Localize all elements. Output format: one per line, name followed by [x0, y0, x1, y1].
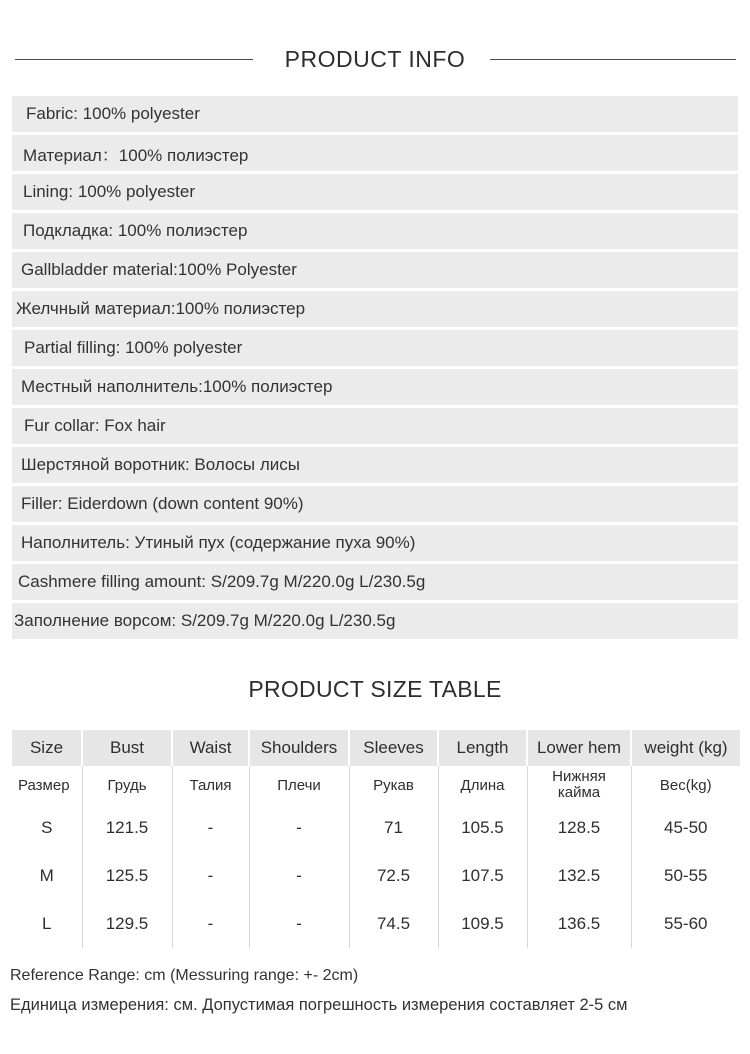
product-info-list: [12, 96, 738, 642]
info-row-text: Gallbladder material:100% Polyester: [21, 260, 297, 279]
size-header-cell-ru: Рукав: [349, 766, 438, 804]
size-header-cell: Size: [12, 730, 82, 766]
size-cell: M: [39, 866, 54, 885]
reference-range-note: Reference Range: cm (Messuring range: +- 2cm): [10, 967, 359, 984]
info-row-text: Partial filling: 100% polyester: [24, 338, 243, 357]
info-row-text: Filler: Eiderdown (down content 90%): [21, 494, 304, 513]
info-row: [12, 564, 738, 600]
size-cell: -: [249, 804, 349, 852]
size-cell: S: [41, 818, 53, 837]
info-row-text: Шерстяной воротник: Волосы лисы: [21, 455, 300, 474]
info-row-text: Наполнитель: Утиный пух (содержание пуха 90%): [21, 533, 416, 552]
info-row: [12, 174, 738, 210]
size-header-cell-ru: Вес(kg): [631, 766, 740, 804]
size-table: [12, 730, 740, 948]
size-cell: 128.5: [527, 804, 631, 852]
size-cell: 45-50: [631, 804, 740, 852]
size-cell: 132.5: [527, 852, 631, 900]
info-row: [12, 213, 738, 249]
info-row: [12, 330, 738, 366]
size-header-cell-ru: Талия: [172, 766, 249, 804]
product-info-title: PRODUCT INFO: [284, 46, 466, 72]
size-header-cell: weight (kg): [631, 730, 740, 766]
size-header-cell: Shoulders: [249, 730, 349, 766]
size-cell: L: [42, 914, 52, 933]
info-row: [12, 525, 738, 561]
size-header-cell-ru: Грудь: [82, 766, 172, 804]
size-header-cell: Length: [438, 730, 527, 766]
info-row-text: Cashmere filling amount: S/209.7g M/220.0g L/230.5g: [18, 572, 426, 591]
size-row-m: [12, 852, 740, 900]
size-header-cell-ru: Нижняя кайма: [527, 766, 631, 804]
size-cell: 105.5: [438, 804, 527, 852]
info-row: [12, 369, 738, 405]
size-header-row: [12, 730, 740, 766]
size-cell: 74.5: [349, 900, 438, 948]
size-cell: 71: [349, 804, 438, 852]
info-row: [12, 291, 738, 327]
size-cell: 109.5: [438, 900, 527, 948]
size-header-row-ru: [12, 766, 740, 804]
size-cell: 50-55: [631, 852, 740, 900]
size-cell: -: [172, 852, 249, 900]
size-header-cell: Bust: [82, 730, 172, 766]
size-header-cell-ru: Длина: [438, 766, 527, 804]
size-table-title: PRODUCT SIZE TABLE: [248, 676, 502, 702]
info-row: [12, 135, 738, 171]
info-row-text: Местный наполнитель:100% полиэстер: [21, 377, 333, 396]
size-cell: 121.5: [82, 804, 172, 852]
info-row: [12, 408, 738, 444]
info-row: [12, 96, 738, 132]
size-cell: 129.5: [82, 900, 172, 948]
size-header-cell: Sleeves: [349, 730, 438, 766]
title-divider-right: [490, 59, 736, 60]
size-row-s: [12, 804, 740, 852]
product-info-header: [0, 40, 750, 80]
size-row-l: [12, 900, 740, 948]
size-cell: -: [249, 852, 349, 900]
measurement-unit-note: Единица измерения: см. Допустимая погрешность измерения составляет 2-5 см: [10, 996, 628, 1014]
size-cell: -: [172, 900, 249, 948]
info-row-text: Lining: 100% polyester: [23, 182, 196, 201]
size-cell: 107.5: [438, 852, 527, 900]
size-header-cell: Waist: [172, 730, 249, 766]
size-cell: -: [172, 804, 249, 852]
size-cell: -: [249, 900, 349, 948]
info-row: [12, 252, 738, 288]
info-row: [12, 603, 738, 639]
info-row-text: Подкладка: 100% полиэстер: [23, 221, 248, 240]
size-cell: 125.5: [82, 852, 172, 900]
info-row-text: Заполнение ворсом: S/209.7g M/220.0g L/230.5g: [14, 611, 396, 630]
size-header-cell-ru: Размер: [12, 766, 82, 804]
size-cell: 55-60: [631, 900, 740, 948]
info-row: [12, 486, 738, 522]
size-cell: 72.5: [349, 852, 438, 900]
info-row: [12, 447, 738, 483]
info-row-text: Материал：100% полиэстер: [23, 145, 249, 165]
info-row-text: Fabric: 100% polyester: [26, 104, 200, 123]
size-header-cell: Lower hem: [527, 730, 631, 766]
info-row-text: Fur collar: Fox hair: [24, 416, 166, 435]
info-row-text: Желчный материал:100% полиэстер: [16, 299, 306, 318]
size-cell: 136.5: [527, 900, 631, 948]
size-header-cell-ru: Плечи: [249, 766, 349, 804]
